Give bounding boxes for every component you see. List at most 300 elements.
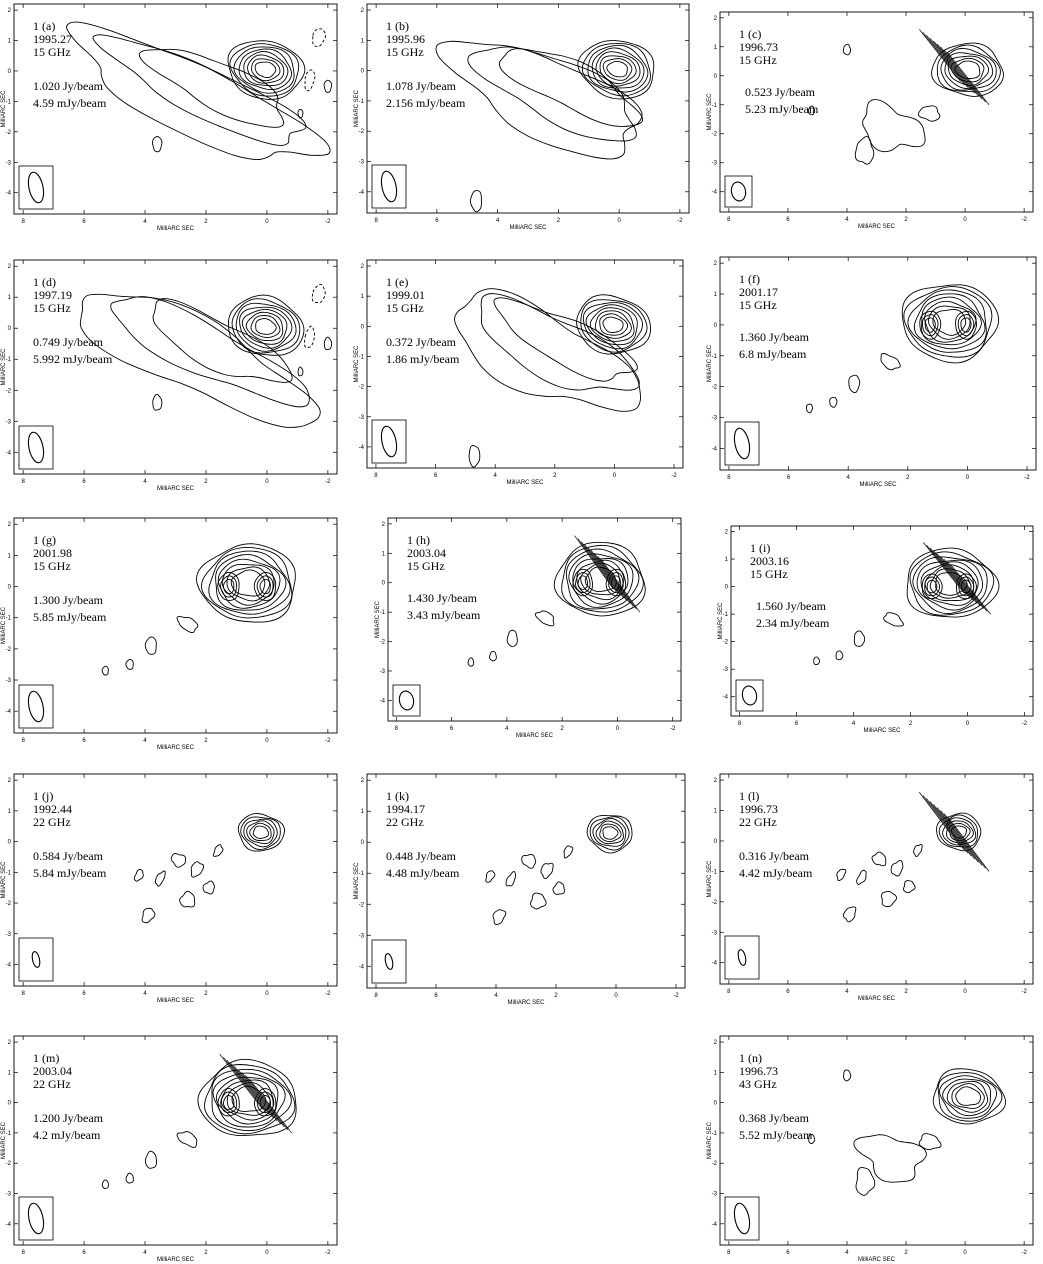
contour-line [324, 80, 332, 92]
contour-set [67, 22, 332, 160]
contour-line [145, 637, 156, 654]
y-tick-label: 2 [713, 1040, 717, 1047]
map-panel-2 [354, 4, 689, 231]
contour-line [872, 852, 886, 866]
x-tick-label: 6 [786, 475, 791, 481]
x-tick-label: 6 [433, 473, 438, 479]
x-tick-label: 4 [143, 991, 147, 997]
y-tick-label: -1 [711, 1130, 717, 1137]
epoch-label: 1996.73 [739, 802, 778, 816]
y-tick-label: 0 [7, 839, 11, 846]
frequency-label: 15 GHz [386, 45, 424, 59]
x-tick-label: 0 [615, 726, 620, 732]
peak-flux-label: 1.560 Jy/beam [756, 599, 826, 613]
panel-label: 1 (e) [386, 275, 409, 289]
x-axis-label: MilliARC SEC [857, 1257, 896, 1263]
y-tick-label: -2 [711, 131, 717, 138]
x-tick-label: -2 [1024, 475, 1030, 481]
polarization-vector [220, 1054, 263, 1109]
x-tick-label: 0 [265, 1250, 269, 1256]
frequency-label: 22 GHz [739, 815, 777, 829]
x-tick-label: 4 [846, 475, 850, 481]
contour-line [600, 56, 636, 84]
y-tick-label: -2 [358, 129, 364, 136]
y-tick-label: -4 [711, 960, 717, 967]
x-tick-label: 8 [737, 721, 742, 727]
x-tick-label: 6 [434, 993, 438, 999]
y-axis-label: MilliARC SEC [354, 862, 360, 900]
x-axis-label: MilliARC SEC [509, 225, 547, 231]
y-tick-label: 0 [360, 840, 364, 847]
peak-flux-label: 0.316 Jy/beam [739, 849, 809, 863]
y-tick-label: 2 [7, 1040, 11, 1047]
contour-line [881, 891, 896, 906]
y-tick-label: -4 [5, 1221, 11, 1228]
y-tick-label: -3 [379, 668, 385, 675]
y-axis-label: MilliARC SEC [354, 345, 360, 383]
x-axis-label: MilliARC SEC [156, 226, 195, 232]
x-tick-label: 2 [204, 1250, 208, 1256]
y-tick-label: -1 [358, 98, 364, 105]
polarization-vector [944, 814, 985, 869]
y-tick-label: 1 [360, 294, 364, 301]
y-tick-label: 0 [713, 1100, 717, 1107]
lowest-contour-label: 4.48 mJy/beam [386, 866, 460, 880]
y-axis-label: MilliARC SEC [1, 861, 7, 899]
peak-flux-label: 0.372 Jy/beam [386, 335, 456, 349]
contour-line [177, 1132, 197, 1148]
x-tick-label: 2 [904, 1250, 908, 1256]
x-tick-label: 4 [851, 721, 856, 727]
beam-ellipse [732, 1202, 752, 1235]
x-tick-label: 2 [906, 475, 910, 481]
contour-line [256, 319, 277, 335]
x-axis-label: MilliARC SEC [507, 1000, 545, 1006]
frequency-label: 22 GHz [33, 1077, 71, 1091]
y-tick-label: -2 [5, 901, 11, 908]
y-tick-label: -1 [711, 353, 717, 360]
y-tick-label: 2 [7, 8, 11, 15]
x-tick-label: 4 [143, 738, 147, 744]
beam-ellipse [384, 953, 394, 970]
map-panel-6 [707, 257, 1036, 488]
contour-line [806, 404, 812, 413]
contour-set [809, 29, 1004, 164]
x-tick-label: 4 [493, 473, 497, 479]
y-tick-label: 0 [7, 1100, 11, 1107]
contour-line [830, 397, 837, 407]
polarization-vector [588, 547, 627, 600]
x-tick-label: 4 [143, 479, 147, 485]
epoch-label: 1997.19 [33, 288, 72, 302]
x-tick-label: -2 [325, 738, 331, 744]
lowest-contour-label: 5.85 mJy/beam [33, 610, 107, 624]
polarization-vector [249, 1078, 292, 1133]
contour-line [436, 41, 642, 159]
x-tick-label: 2 [204, 738, 208, 744]
beam-box [19, 685, 53, 728]
y-tick-label: 0 [381, 580, 385, 587]
y-tick-label: -3 [711, 415, 717, 422]
y-tick-label: -1 [711, 869, 717, 876]
x-tick-label: 8 [394, 726, 398, 732]
y-tick-label: 2 [7, 778, 11, 785]
contour-line [922, 297, 982, 345]
y-tick-label: 1 [7, 1070, 11, 1077]
y-tick-label: 0 [7, 326, 11, 333]
frequency-label: 15 GHz [33, 45, 71, 59]
y-tick-label: 1 [7, 295, 11, 302]
x-tick-label: 6 [82, 991, 86, 997]
y-tick-label: -2 [379, 639, 385, 646]
x-tick-label: 6 [435, 218, 439, 224]
x-tick-label: -2 [677, 218, 683, 224]
contour-line [531, 893, 547, 909]
x-tick-label: 0 [612, 473, 617, 479]
y-tick-label: 0 [713, 322, 717, 329]
map-panel-4 [1, 260, 337, 492]
contour-line [102, 666, 108, 675]
contour-line [553, 882, 564, 895]
contour-line [222, 564, 274, 605]
x-tick-label: 4 [494, 993, 498, 999]
y-tick-label: -2 [711, 384, 717, 391]
x-tick-label: 0 [617, 218, 621, 224]
panel-label: 1 (b) [386, 19, 409, 33]
contour-line [843, 44, 850, 55]
contour-line [541, 863, 553, 878]
lowest-contour-label: 2.156 mJy/beam [386, 96, 466, 110]
x-tick-label: -2 [670, 726, 676, 732]
x-tick-label: 2 [556, 218, 561, 224]
x-tick-label: 4 [845, 1250, 849, 1256]
beam-ellipse [379, 170, 399, 203]
contour-set [454, 289, 650, 467]
contour-line [535, 611, 554, 626]
x-axis-label: MilliARC SEC [857, 224, 896, 230]
x-tick-label: -2 [325, 479, 331, 485]
contour-line [863, 100, 925, 152]
contour-line [242, 309, 287, 344]
x-axis-label: MilliARC SEC [156, 1257, 195, 1263]
y-tick-label: -2 [5, 388, 11, 395]
epoch-label: 2003.04 [33, 1064, 72, 1078]
beam-ellipse [26, 690, 46, 723]
beam-box [725, 936, 759, 979]
y-tick-label: -2 [358, 902, 364, 909]
x-axis-label: MilliARC SEC [863, 728, 901, 734]
lowest-contour-label: 1.86 mJy/beam [386, 352, 460, 366]
y-tick-label: -4 [5, 450, 11, 457]
contour-line [564, 846, 573, 858]
epoch-label: 2001.98 [33, 546, 72, 560]
frequency-label: 15 GHz [750, 567, 788, 581]
y-axis-label: MilliARC SEC [707, 93, 713, 131]
contour-line [305, 326, 315, 348]
contour-line [494, 298, 638, 381]
polarization-vector [947, 562, 987, 612]
y-tick-label: -3 [358, 933, 364, 940]
x-tick-label: 0 [963, 1250, 967, 1256]
polarization-vector [242, 1072, 285, 1127]
lowest-contour-label: 4.59 mJy/beam [33, 96, 107, 110]
lowest-contour-label: 2.34 mJy/beam [756, 616, 830, 630]
x-axis-label: MilliARC SEC [156, 486, 195, 492]
y-axis-label: MilliARC SEC [718, 602, 724, 640]
lowest-contour-label: 6.8 mJy/beam [739, 347, 807, 361]
beam-ellipse [737, 949, 747, 966]
contour-line [102, 1180, 108, 1189]
y-tick-label: -1 [711, 102, 717, 109]
y-tick-label: 1 [713, 292, 717, 299]
y-tick-label: -1 [722, 612, 728, 619]
contour-set [102, 1054, 296, 1188]
x-tick-label: 0 [965, 475, 970, 481]
panel-label: 1 (g) [33, 533, 56, 547]
x-tick-label: 2 [904, 989, 908, 995]
contour-line [843, 907, 855, 922]
y-tick-label: 0 [360, 68, 364, 75]
x-tick-label: -2 [325, 991, 331, 997]
contour-line [956, 1087, 981, 1106]
y-tick-label: -2 [5, 1161, 11, 1168]
contour-line [522, 854, 536, 868]
contour-line [856, 1168, 875, 1196]
contour-line [891, 860, 903, 876]
map-panel-9 [718, 526, 1033, 734]
epoch-label: 1995.96 [386, 32, 425, 46]
y-tick-label: -4 [379, 698, 385, 705]
peak-flux-label: 0.368 Jy/beam [739, 1111, 809, 1125]
x-axis-label: MilliARC SEC [857, 996, 896, 1002]
lowest-contour-label: 3.43 mJy/beam [407, 608, 481, 622]
panel-label: 1 (l) [739, 789, 760, 803]
x-tick-label: 2 [908, 721, 913, 727]
peak-flux-label: 1.430 Jy/beam [407, 591, 477, 605]
y-tick-label: 1 [713, 808, 717, 815]
contour-line [240, 307, 292, 348]
x-tick-label: 8 [21, 1250, 25, 1256]
x-tick-label: -2 [671, 473, 677, 479]
x-tick-label: 8 [21, 991, 25, 997]
x-tick-label: 2 [204, 219, 208, 225]
contour-line [595, 311, 631, 339]
x-tick-label: 6 [449, 726, 454, 732]
x-tick-label: 0 [265, 991, 269, 997]
x-tick-label: -2 [1021, 1250, 1027, 1256]
contour-line [202, 547, 292, 617]
contour-line [938, 1073, 1002, 1122]
x-axis-label: MilliARC SEC [515, 733, 554, 739]
y-tick-label: 2 [713, 261, 717, 268]
y-tick-label: -3 [711, 160, 717, 167]
x-tick-label: 6 [786, 217, 790, 223]
peak-flux-label: 0.584 Jy/beam [33, 849, 103, 863]
y-tick-label: 0 [7, 584, 11, 591]
x-tick-label: 4 [845, 217, 849, 223]
contour-line [844, 1070, 851, 1081]
y-tick-label: -4 [722, 694, 728, 701]
lowest-contour-label: 4.2 mJy/beam [33, 1128, 101, 1142]
x-tick-label: 8 [21, 219, 25, 225]
contour-set [806, 285, 998, 413]
y-axis-label: MilliARC SEC [1, 1121, 7, 1160]
contour-set [468, 536, 645, 667]
beam-ellipse [26, 171, 46, 204]
contour-line [607, 61, 628, 77]
beam-box [19, 1197, 53, 1240]
contour-set [80, 284, 331, 427]
x-tick-label: 8 [374, 993, 378, 999]
polarization-vector [238, 1069, 281, 1124]
y-tick-label: -3 [358, 414, 364, 421]
beam-box [725, 1197, 759, 1240]
peak-flux-label: 1.360 Jy/beam [739, 330, 809, 344]
contour-line [469, 446, 480, 468]
polarization-vector [933, 804, 974, 859]
x-tick-label: 4 [143, 219, 147, 225]
x-tick-label: 2 [553, 473, 557, 479]
x-tick-label: 6 [82, 479, 86, 485]
polarization-vector [937, 44, 978, 96]
beam-box [19, 938, 53, 981]
contour-line [177, 617, 198, 633]
x-tick-label: -2 [673, 993, 679, 999]
contour-line [153, 137, 162, 152]
beam-ellipse [26, 1202, 46, 1235]
epoch-label: 1996.73 [739, 40, 778, 54]
y-tick-label: 1 [7, 38, 11, 45]
polarization-vector [919, 29, 960, 81]
contour-line [471, 191, 482, 212]
frequency-label: 15 GHz [407, 559, 445, 573]
contour-set [134, 813, 284, 922]
epoch-label: 1996.73 [739, 1064, 778, 1078]
epoch-label: 1994.17 [386, 802, 425, 816]
map-panel-8 [375, 518, 681, 739]
y-tick-label: 2 [7, 522, 11, 529]
beam-ellipse [730, 181, 748, 202]
y-tick-label: -2 [722, 639, 728, 646]
beam-box [725, 176, 752, 207]
x-tick-label: 6 [786, 1250, 790, 1256]
contour-line [111, 297, 310, 407]
contour-line [857, 870, 866, 884]
x-tick-label: 6 [82, 219, 86, 225]
x-tick-label: -2 [1021, 217, 1027, 223]
y-tick-label: -4 [358, 444, 364, 451]
polarization-vector [930, 38, 971, 90]
contour-line [313, 29, 326, 47]
contour-line [171, 854, 185, 868]
epoch-label: 2003.04 [407, 546, 446, 560]
contour-line [814, 657, 820, 665]
contour-line [214, 845, 223, 857]
epoch-label: 1999.01 [386, 288, 425, 302]
y-tick-label: 0 [360, 324, 364, 331]
frequency-label: 22 GHz [33, 815, 71, 829]
contour-line [486, 871, 495, 882]
contour-line [142, 908, 155, 922]
lowest-contour-label: 5.52 mJy/beam [739, 1128, 813, 1142]
x-tick-label: 8 [21, 738, 25, 744]
y-tick-label: 2 [360, 8, 364, 15]
y-tick-label: -2 [358, 384, 364, 391]
y-tick-label: -4 [711, 189, 717, 196]
polarization-vector [923, 795, 964, 850]
x-tick-label: 0 [963, 217, 967, 223]
panel-label: 1 (i) [750, 541, 771, 555]
beam-ellipse [398, 690, 416, 711]
x-tick-label: 8 [727, 475, 731, 481]
frequency-label: 43 GHz [739, 1077, 777, 1091]
polarization-vector [926, 35, 967, 87]
y-tick-label: 2 [381, 521, 385, 528]
beam-box [372, 420, 406, 463]
y-tick-label: -2 [5, 646, 11, 653]
beam-box [736, 680, 763, 711]
contour-line [324, 337, 331, 350]
y-tick-label: 2 [724, 529, 728, 536]
frequency-label: 15 GHz [739, 298, 777, 312]
y-tick-label: -3 [711, 1191, 717, 1198]
beam-ellipse [379, 425, 399, 458]
lowest-contour-label: 5.84 mJy/beam [33, 866, 107, 880]
y-tick-label: -3 [5, 678, 11, 685]
y-tick-label: 1 [7, 553, 11, 560]
contour-line [191, 862, 203, 877]
peak-flux-label: 1.020 Jy/beam [33, 79, 103, 93]
contour-line [919, 1134, 941, 1150]
contour-line [578, 576, 588, 590]
y-tick-label: 1 [7, 808, 11, 815]
contour-line [180, 891, 195, 907]
contour-set [809, 1069, 1006, 1196]
beam-ellipse [31, 951, 41, 968]
y-tick-label: 1 [381, 551, 385, 558]
x-tick-label: 0 [963, 989, 967, 995]
contour-line [855, 137, 874, 165]
epoch-label: 2001.17 [739, 285, 778, 299]
lowest-contour-label: 5.23 mJy/beam [745, 102, 819, 116]
peak-flux-label: 0.523 Jy/beam [745, 85, 815, 99]
y-tick-label: -4 [5, 962, 11, 969]
epoch-label: 2003.16 [750, 554, 789, 568]
contour-line [305, 70, 315, 91]
contour-line [493, 910, 506, 925]
contour-line [506, 872, 516, 886]
frequency-label: 15 GHz [386, 301, 424, 315]
contour-line [298, 367, 303, 376]
map-panel-3 [707, 12, 1033, 230]
map-panel-11 [354, 774, 685, 1006]
x-tick-label: -2 [1021, 989, 1027, 995]
frequency-label: 15 GHz [33, 559, 71, 573]
y-tick-label: 2 [360, 778, 364, 785]
x-tick-label: 2 [560, 726, 564, 732]
y-tick-label: -4 [711, 1221, 717, 1228]
y-tick-label: 0 [713, 73, 717, 80]
map-panel-13 [1, 1036, 337, 1263]
contour-line [884, 613, 904, 626]
panel-label: 1 (n) [739, 1051, 762, 1065]
y-tick-label: 1 [724, 557, 728, 564]
x-tick-label: 8 [374, 473, 378, 479]
contour-line [881, 354, 900, 370]
x-tick-label: 8 [727, 217, 731, 223]
panel-label: 1 (a) [33, 19, 56, 33]
x-tick-label: -2 [325, 219, 331, 225]
